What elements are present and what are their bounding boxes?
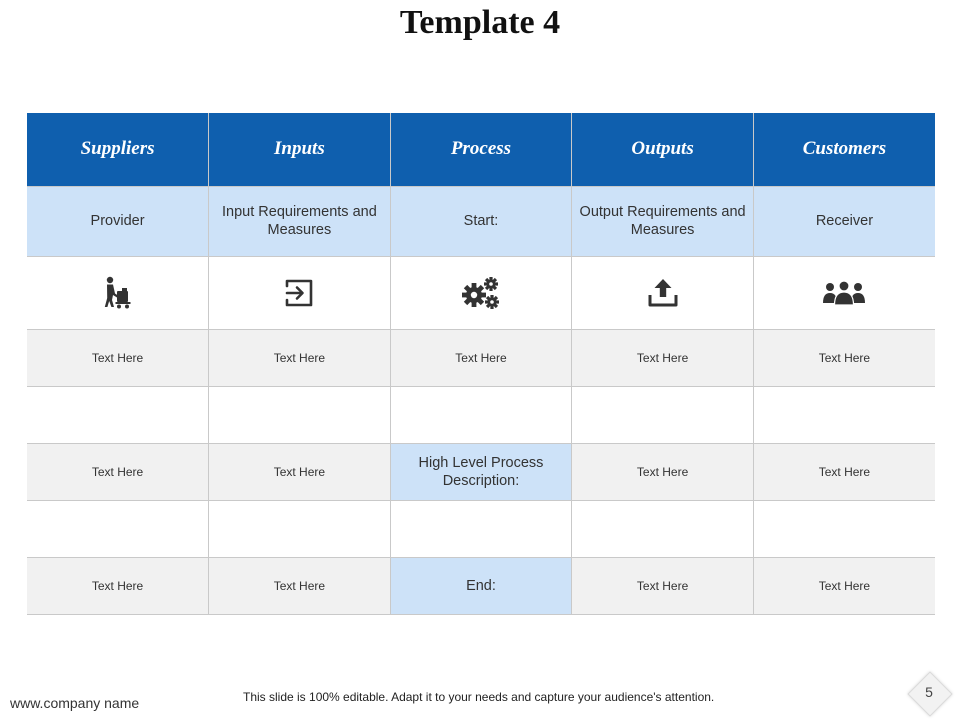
subheader-cell: Provider bbox=[27, 186, 209, 256]
text-cell: Text Here bbox=[390, 329, 572, 386]
company-website: www.company name bbox=[10, 695, 140, 711]
text-cell: Text Here bbox=[27, 329, 209, 386]
icon-cell bbox=[753, 256, 935, 329]
empty-cell bbox=[572, 386, 754, 443]
upload-icon bbox=[645, 275, 681, 311]
empty-cell bbox=[753, 386, 935, 443]
slide-title: Template 4 bbox=[399, 4, 561, 41]
empty-cell bbox=[27, 500, 209, 557]
page-number-badge bbox=[908, 672, 950, 714]
empty-cell bbox=[572, 500, 754, 557]
worker-cart-icon bbox=[100, 275, 136, 311]
header-outputs: Outputs bbox=[572, 113, 754, 186]
blank-row bbox=[27, 386, 935, 443]
subheader-cell: Receiver bbox=[753, 186, 935, 256]
text-cell: Text Here bbox=[753, 557, 935, 614]
header-inputs: Inputs bbox=[209, 113, 391, 186]
empty-cell bbox=[753, 500, 935, 557]
process-description-cell: High Level Process Description: bbox=[390, 443, 572, 500]
subheader-cell: Output Requirements and Measures bbox=[572, 186, 754, 256]
icon-cell bbox=[209, 256, 391, 329]
icon-cell bbox=[390, 256, 572, 329]
text-cell: Text Here bbox=[209, 443, 391, 500]
empty-cell bbox=[390, 500, 572, 557]
subheader-row bbox=[27, 186, 935, 256]
icon-row bbox=[27, 256, 935, 329]
process-end-cell: End: bbox=[390, 557, 572, 614]
text-cell: Text Here bbox=[572, 329, 754, 386]
empty-cell bbox=[27, 386, 209, 443]
group-icon bbox=[822, 275, 866, 311]
subheader-cell: Input Requirements and Measures bbox=[209, 186, 391, 256]
page-number: 5 bbox=[925, 684, 933, 700]
content-row bbox=[27, 557, 935, 614]
editable-note: This slide is 100% editable. Adapt it to your needs and capture your audience's attention. bbox=[243, 690, 715, 704]
icon-cell bbox=[572, 256, 754, 329]
header-customers: Customers bbox=[753, 113, 935, 186]
text-cell: Text Here bbox=[27, 443, 209, 500]
text-cell: Text Here bbox=[27, 557, 209, 614]
sipoc-table bbox=[27, 113, 935, 615]
content-row bbox=[27, 443, 935, 500]
empty-cell bbox=[390, 386, 572, 443]
text-cell: Text Here bbox=[753, 443, 935, 500]
blank-row bbox=[27, 500, 935, 557]
content-row bbox=[27, 329, 935, 386]
text-cell: Text Here bbox=[209, 557, 391, 614]
empty-cell bbox=[209, 500, 391, 557]
subheader-cell: Start: bbox=[390, 186, 572, 256]
icon-cell bbox=[27, 256, 209, 329]
text-cell: Text Here bbox=[572, 557, 754, 614]
header-process: Process bbox=[390, 113, 572, 186]
text-cell: Text Here bbox=[753, 329, 935, 386]
text-cell: Text Here bbox=[572, 443, 754, 500]
header-row bbox=[27, 113, 935, 186]
header-suppliers: Suppliers bbox=[27, 113, 209, 186]
gears-icon bbox=[461, 275, 501, 311]
text-cell: Text Here bbox=[209, 329, 391, 386]
sign-in-icon bbox=[281, 275, 317, 311]
empty-cell bbox=[209, 386, 391, 443]
